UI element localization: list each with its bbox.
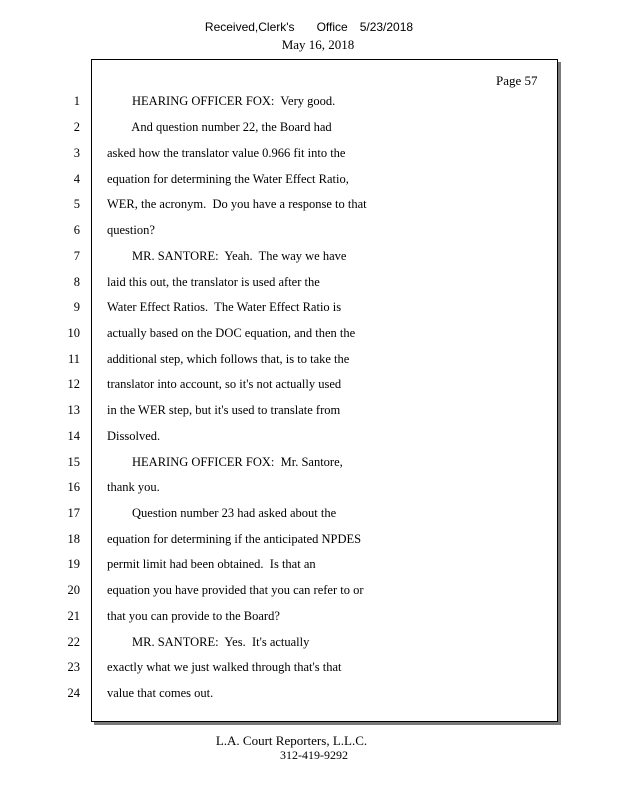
line-text: MR. SANTORE: Yeah. The way we have [107, 249, 347, 263]
line-text: that you can provide to the Board? [107, 609, 280, 623]
line-text: laid this out, the translator is used after the [107, 275, 320, 289]
line-number: 12 [67, 377, 80, 391]
line-number: 24 [67, 686, 80, 700]
line-number: 16 [67, 480, 80, 494]
line-text: Dissolved. [107, 429, 161, 443]
line-number: 15 [67, 455, 80, 469]
line-number: 11 [67, 352, 80, 366]
reporter-company: L.A. Court Reporters, L.L.C. [215, 733, 368, 748]
stamp-date: 5/23/2018 [359, 20, 414, 34]
transcript-date: May 16, 2018 [281, 37, 355, 52]
line-text: additional step, which follows that, is to take the [107, 352, 350, 366]
line-text: equation for determining if the anticipated NPDES [107, 532, 362, 546]
line-text: Water Effect Ratios. The Water Effect Ratio is [107, 300, 342, 314]
line-number: 14 [67, 429, 80, 443]
line-text: equation for determining the Water Effect Ratio, [107, 172, 349, 186]
line-number: 19 [67, 557, 80, 571]
line-number: 2 [73, 120, 80, 134]
line-number: 22 [67, 635, 80, 649]
line-text: translator into account, so it's not actually used [107, 377, 342, 391]
line-text: equation you have provided that you can refer to or [107, 583, 364, 597]
line-number: 4 [73, 172, 80, 186]
line-number: 13 [67, 403, 80, 417]
line-text: question? [107, 223, 155, 237]
line-number: 8 [73, 275, 80, 289]
page-number: Page 57 [496, 73, 538, 88]
line-text: exactly what we just walked through that's that [107, 660, 342, 674]
line-number: 23 [67, 660, 80, 674]
line-text: WER, the acronym. Do you have a response to that [107, 197, 367, 211]
line-number: 17 [67, 506, 80, 520]
line-text: Question number 23 had asked about the [107, 506, 337, 520]
line-text: MR. SANTORE: Yes. It's actually [107, 635, 310, 649]
line-number: 20 [67, 583, 80, 597]
line-text: thank you. [107, 480, 160, 494]
line-number: 7 [73, 249, 80, 263]
line-number: 3 [73, 146, 80, 160]
line-text: permit limit had been obtained. Is that an [107, 557, 316, 571]
line-text: HEARING OFFICER FOX: Very good. [107, 94, 336, 108]
line-text: And question number 22, the Board had [107, 120, 332, 134]
line-number: 5 [73, 197, 80, 211]
line-number: 1 [73, 94, 80, 108]
line-text: HEARING OFFICER FOX: Mr. Santore, [107, 455, 343, 469]
line-number: 10 [67, 326, 80, 340]
received-stamp [0, 20, 618, 34]
line-number: 21 [67, 609, 80, 623]
reporter-phone: 312-419-9292 [280, 748, 348, 762]
line-text: value that comes out. [107, 686, 214, 700]
line-number: 18 [67, 532, 80, 546]
line-text: asked how the translator value 0.966 fit into the [107, 146, 346, 160]
stamp-received: Received,Clerk's [204, 20, 295, 34]
line-text: in the WER step, but it's used to translate from [107, 403, 341, 417]
line-text: actually based on the DOC equation, and then the [107, 326, 356, 340]
line-number: 6 [73, 223, 80, 237]
stamp-office: Office [316, 20, 348, 34]
line-number: 9 [73, 300, 80, 314]
